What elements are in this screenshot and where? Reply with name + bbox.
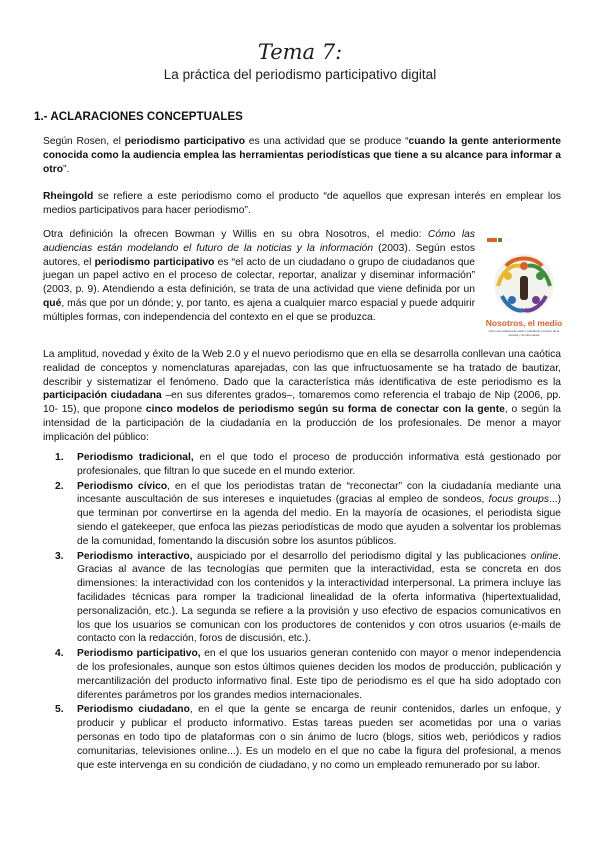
paragraph-rheingold: Rheingold se refiere a este periodismo como el producto “de aquellos que expresan interés en emplear los medios participativos para hacer periodismo”. [43, 191, 561, 216]
book-title: Nosotros, el medio [485, 318, 563, 328]
list-item: 3. Periodismo interactivo, auspiciado por el desarrollo del periodismo digital y las publicaciones online. Gracias al avance de las tecnologías que permiten que la interactividad, esta se concreta en dos dimensiones: la interactividad con los contenidos y la interactividad interpersonal. La primera incluye las facilidades técnicas para romper la tradicional linealidad de la oferta informativa (hipertextualidad, personalización, etc.). La segunda se refiere a la provisión y uso efectivo de espacios comunicativos en los que los usuarios se comunican con los productores de contenidos y con otros usuarios (e-mails de contacto con la redacción, foros de discusión, etc.). [55, 550, 562, 645]
section-heading: 1.- ACLARACIONES CONCEPTUALES [34, 110, 243, 123]
document-title: Tema 7: [257, 40, 343, 64]
paragraph-web20: La amplitud, novedad y éxito de la Web 2.0 y el nuevo periodismo que en ella se desarrolla conllevan una caótica realidad de conceptos y nomenclaturas aparejadas, con las que infructuosamente se ha tratado de bautizar, describir y sistematizar el fenómeno. Dado que la característica más identificativa de este periodismo es la participación ciudadana –en sus diferentes grados–, tomaremos como referencia el trabajo de Nip (2006, pp. 10- 15), que propone cinco modelos de periodismo según su forma de conectar con la gente, o según la intensidad de la participación de la ciudadanía en la producción de los profesionales. De menor a mayor implicación del público: [43, 349, 561, 443]
book-cover-image [484, 236, 564, 346]
journalism-models-list [55, 451, 561, 773]
paragraph-bowman-willis: Otra definición la ofrecen Bowman y Willis en su obra Nosotros, el medio: Cómo las audiencias están modelando el futuro de la noticias y la información (2003). Según estos autores, el periodismo participativo es “el acto de un ciudadano o grupo de ciudadanos que juegan un papel activo en el proceso de colectar, reportar, analizar y diseminar información” (2003, p. 9). Atendiendo a esta definición, se trata de una actividad que viene definida por un qué, más que por un dónde; y, por tanto, es ajena a cualquier marco espacial y puede adquirir múltiples formas, con independencia del contexto en el que se produzca. [43, 229, 476, 323]
list-item: 4. Periodismo participativo, en el que los usuarios generan contenido con mayor o menor independencia de los profesionales, aunque son estos últimos quienes deciden los modos de producción, publicación y mercantilización del producto informativo final. Este tipo de periodismo es el que ha sido adoptado con diferentes parámetros por los grandes medios internacionales. [55, 648, 561, 701]
book-small-text: Cómo las audiencias están modelando el futuro de la noticias y la información [488, 330, 560, 337]
list-item: 5. Periodismo ciudadano, en el que la gente se encarga de reunir contenidos, darles un enfoque, y producir y publicar el producto informativo. Estas tareas pueden ser acometidas por una o varias personas en todo tipo de plataformas con o sin ánimo de lucro (blogs, sitios web, periódicos y radios comunitarias, televisiones online...). Es un modelo en el que no cabe la figura del profesional, a menos que este intervenga en su condición de ciudadano, y no como un empleado remunerado por su labor. [55, 704, 561, 771]
list-item: 1. Periodismo tradicional, en el que todo el proceso de producción informativa está gestionado por profesionales, que filtran lo que sucede en el mundo exterior. [55, 452, 562, 477]
list-item: 2. Periodismo cívico, en el que los periodistas tratan de “reconectar” con la ciudadanía mediante una incesante auscultación de sus intereses e inquietudes (gracias al empleo de sondeos, focus groups...) que terminan por convertirse en la agenda del medio. En la mayoría de ocasiones, el periodista sigue siendo el gatekeeper, que enfoca las piezas periodísticas de modo que ayuden a solventar los problemas de la comunidad, fomentando la discusión sobre los asuntos públicos. [55, 480, 561, 547]
document-subtitle: La práctica del periodismo participativo digital [163, 67, 437, 82]
paragraph-rosen: Según Rosen, el periodismo participativo es una actividad que se produce “cuando la gente anteriormente conocida como la audiencia emplea las herramientas periodísticas que tiene a su alcance para informar a otro”. [43, 136, 561, 175]
